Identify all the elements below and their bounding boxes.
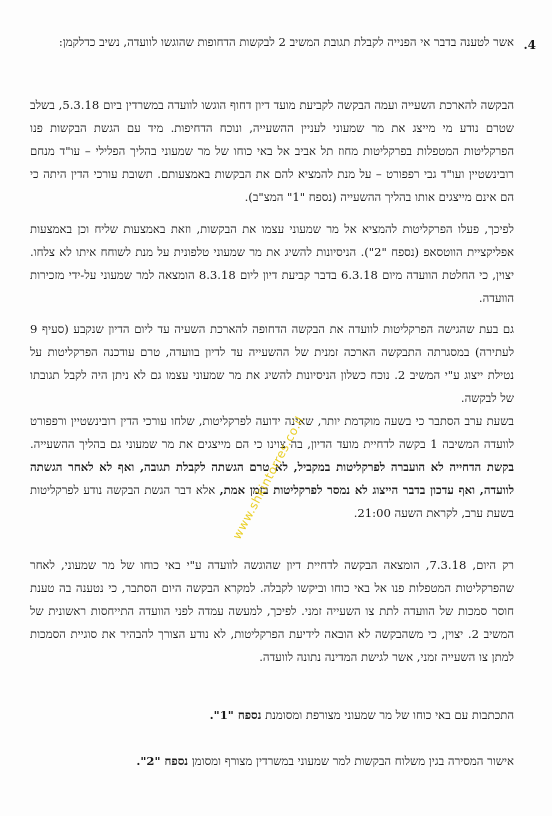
paragraph-7 [30,704,514,727]
paragraph-5-bold-text: בקשת הדחייה לא הועברה לפרקליטות במקביל, לא טרם הגשתה לקבלת תגובה, ואף לא לאחר הגשתה לוועדה, ואף עדכון בדבר הייצוג לא נמסר לפרקליטות בזמן אמת, [30,460,514,497]
paragraph-6: רק היום, 7.3.18, הומצאה הבקשה לדחיית דיון שהוגשה לוועדה ע"י באי כוחו של מר שמעוני, לאחר שהפרקליטות המטפלות פנו אל באי כוחו וביקשו לקבלה. למקרא הבקשה היום הסתבר, כי נטענה בה טענת חוסר סמכות של הוועדה לתת צו השעייה זמני. לפיכך, למעשה עמדה לפני הוועדה התייחסות ראשונית של המשיב 2. יצוין, כי משהבקשה לא הובאה לידיעת הפרקליטות, לא נודע הצורך להבהיר את סוגיית הסמכות למתן צו השעייה זמני, אשר לגישת המדינה נתונה לוועדה. [30,558,514,664]
watermark: www.shkintorres.co.il [229,413,307,542]
paragraph-5-text-end: אלא דבר הגשת הבקשה נודע לפרקליטות בשעת ערב, לקראת השעה 21:00. [30,483,514,520]
paragraph-5-text: בשעת ערב הסתבר כי בשעה מוקדמת יותר, שאינה ידועה לפרקליטות, שלחו עורכי הדין רובינשטיין ורפפורט לוועדה המשיבה 1 בקשה לדחיית מועד הדיון, בה צוינו כי הם מייצגים את מר שמעוני גם בהליך ההשעייה. [30,414,514,451]
paragraph-2: הבקשה להארכת השעייה ועמה הבקשה לקביעת מועד דיון דחוף הוגשו לוועדה במשרדין ביום 5.3.18, בשלב שטרם נודע מי מייצג את מר שמעוני לעניין ההשעייה, ונוכח הדחיפות. מיד עם הגשת הבקשות פנו הפרקליטות המטפלות בפרקליטות מחוז תל אביב אל באי כוחו של מר שמעוני בהליך הפלילי – עו"ד מנחם רובינשטיין ועו"ד גבי רפפורט – על מנת להמציא להם את הבקשות באמצעותם. תשובת עורכי הדין היתה כי הם אינם מייצגים אותו בהליך ההשעייה (נספח "1" המצ"ב). [30,98,514,204]
paragraph-3: לפיכך, פעלו הפרקליטות להמציא אל מר שמעוני עצמו את הבקשות, וזאת באמצעות שליח וכן באמצעות אפליקציית הווטסאפ (נספח "2"). הניסיונות להשיג את מר שמעוני טלפונית על מנת לשוחח איתו לא צלחו. יצוין, כי החלטת הוועדה מיום 6.3.18 בדבר קביעת דיון ליום 8.3.18 הומצאה למר שמעוני על-ידי מזכירות הוועדה. [30,222,515,305]
paragraph-4: גם בעת שהגישה הפרקליטות לוועדה את הבקשה הדחופה להארכת השעיה עד ליום הדיון שנקבע (סעיף 9 לעתירה) במסגרתה התבקשה הארכה זמנית של ההשעייה עד לדיון בוועדה, טרם עודכנה הפרקליטות על נטילת ייצוג ע"י המשיב 2. נוכח כשלון הניסיונות להשיג את מר שמעוני עצמו גם לא ניתן היה לקבל תגובתו של לבקשה. [30,322,514,405]
annex-1-label: נספח "1". [209,708,262,722]
paragraph-1: אשר לטענה בדבר אי הפנייה לקבלת תגובת המשיב 2 לבקשות הדחופות שהוגשו לוועדה, נשיב כדלקמן: [58,35,514,49]
annex-2-text: אישור המסירה בגין משלוח הבקשות למר שמעוני במשרדין מצורף ומסומן [188,754,514,768]
annex-1-text: התכתבות עם באי כוחו של מר שמעוני מצורפת ומסומנת [261,708,514,722]
paragraph-8 [30,750,514,773]
section-number: .4 [523,38,536,52]
annex-2-label: נספח "2". [136,754,189,768]
